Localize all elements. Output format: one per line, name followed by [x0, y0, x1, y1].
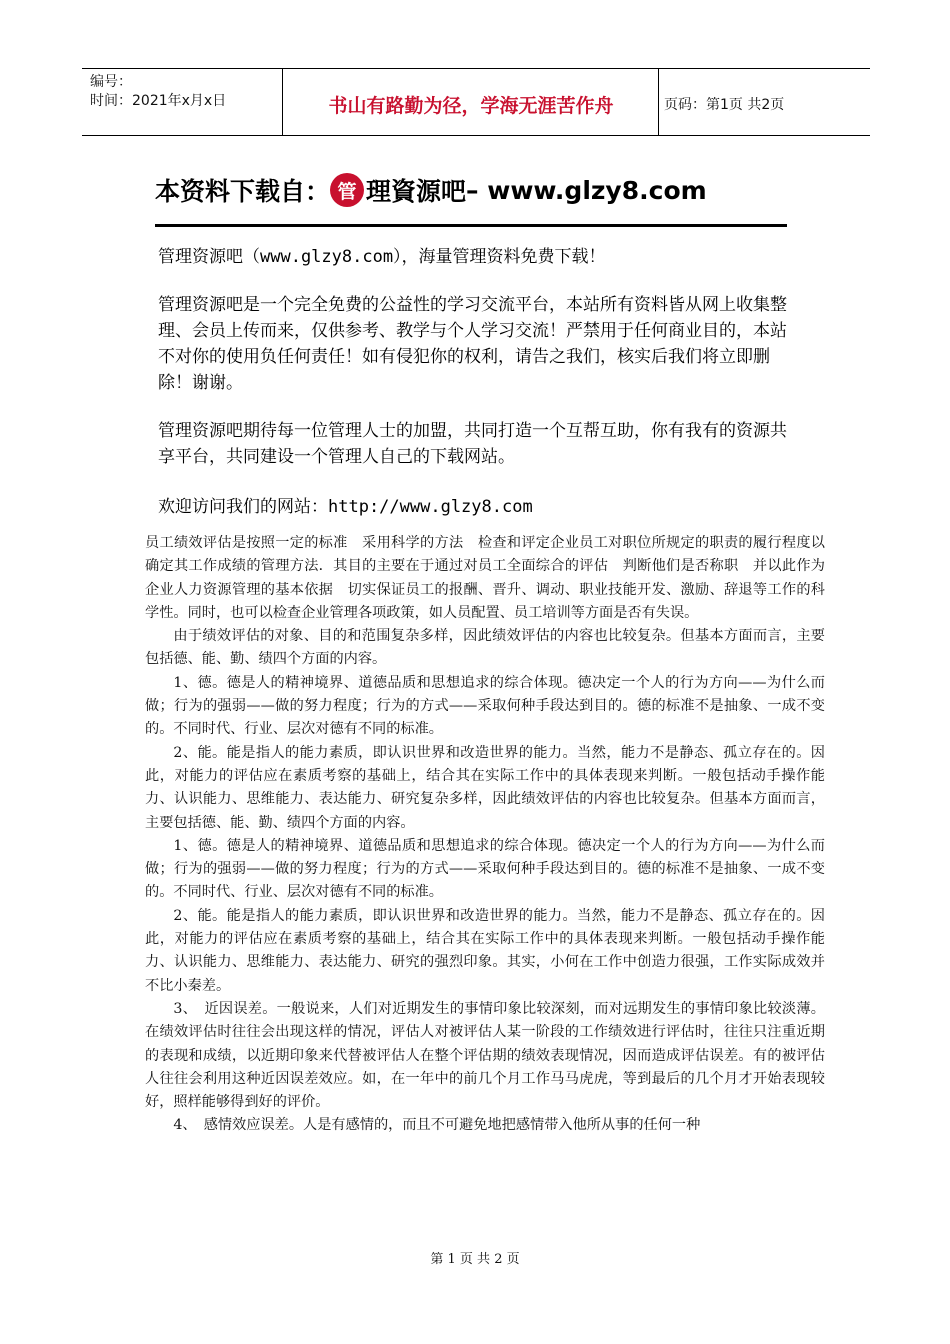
promo-text: 管理资源吧是一个完全免费的公益性的学习交流平台，本站所有资料皆从网上收集整理、会员上传而来，仅供参考、教学与个人学习交流！严禁用于任何商业目的，本站不对你的使用负任何责任！如有侵犯你的权利，请告之我们，核实后我们将立即删除！谢谢。 — [158, 295, 787, 393]
promo-text: 管理资源吧期待每一位管理人士的加盟，共同打造一个互帮互助，你有我有的资源共享平台，共同建设一个管理人自己的下载网站。 — [158, 421, 787, 467]
promo-paragraph-3 — [158, 418, 798, 470]
header-motto: 书山有路勤为径，学海无涯苦作舟 — [328, 95, 614, 117]
logo-icon: 管 — [330, 173, 364, 207]
body-paragraph: 由于绩效评估的对象、目的和范围复杂多样，因此绩效评估的内容也比较复杂。但基本方面而言，主要包括德、能、勤、绩四个方面的内容。 — [145, 628, 825, 668]
header-meta — [90, 73, 226, 111]
promo-text: 管理资源吧（www.glzy8.com），海量管理资料免费下载！ — [158, 247, 606, 267]
header-page-info: 页码：第1页 共2页 — [664, 97, 785, 113]
body-paragraph: 4、 感情效应误差。人是有感情的，而且不可避免地把感情带入他所从事的任何一种 — [173, 1117, 701, 1134]
header-divider — [282, 69, 283, 135]
banner-prefix: 本资料下载自： — [155, 177, 331, 206]
promo-paragraph-2 — [158, 292, 798, 396]
banner-brand: 理資源吧 — [366, 177, 467, 206]
body-paragraph: 2、能。能是指人的能力素质，即认识世界和改造世界的能力。当然，能力不是静态、孤立存在的。因此，对能力的评估应在素质考察的基础上，结合其在实际工作中的具体表现来判断。一般包括动手操作能力、认识能力、思维能力、表达能力、研究复杂多样，因此绩效评估的内容也比较复杂。但基本方面而言，主要包括德、能、勤、绩四个方面的内容。 — [145, 744, 825, 831]
body-paragraph: 员工绩效评估是按照一定的标准 采用科学的方法 检查和评定企业员工对职位所规定的职责的履行程度以确定其工作成绩的管理方法．其目的主要在于通过对员工全面综合的评估 判断他们是否称职 并以此作为企业人力资源管理的基本依据 切实保证员工的报酬、晋升、调动、职业技能开发、激励、辞退等工作的科学性。同时，也可以检查企业管理各项政策，如人员配置、员工培训等方面是否有失误。 — [145, 535, 825, 621]
promo-line-1 — [158, 244, 798, 270]
promo-website — [158, 494, 798, 520]
number-label: 编号： — [90, 74, 132, 90]
body-paragraph: 1、德。德是人的精神境界、道德品质和思想追求的综合体现。德决定一个人的行为方向——为什么而做；行为的强弱——做的努力程度；行为的方式——采取何种手段达到目的。德的标准不是抽象、一成不变的。不同时代、行业、层次对德有不同的标准。 — [145, 837, 825, 901]
download-banner — [155, 168, 707, 212]
time-label: 时间：2021年x月x日 — [90, 93, 227, 109]
page-footer: 第 1 页 共 2 页 — [430, 1252, 520, 1267]
document-body — [145, 532, 825, 1138]
body-paragraph: 3、 近因误差。一般说来，人们对近期发生的事情印象比较深刻，而对远期发生的事情印象比较淡薄。在绩效评估时往往会出现这样的情况，评估人对被评估人某一阶段的工作绩效进行评估时，往往只注重近期的表现和成绩，以近期印象来代替被评估人在整个评估期的绩效表现情况，因而造成评估误差。有的被评估人往往会利用这种近因误差效应。如，在一年中的前几个月工作马马虎虎，等到最后的几个月才开始表现较好，照样能够得到好的评价。 — [145, 1000, 825, 1111]
body-paragraph: 1、德。德是人的精神境界、道德品质和思想追求的综合体现。德决定一个人的行为方向——为什么而做；行为的强弱——做的努力程度；行为的方式——采取何种手段达到目的。德的标准不是抽象、一成不变的。不同时代、行业、层次对德有不同的标准。 — [145, 674, 825, 738]
page-header — [82, 68, 870, 136]
header-divider — [658, 69, 659, 135]
banner-rule — [155, 224, 787, 227]
body-paragraph: 2、能。能是指人的能力素质，即认识世界和改造世界的能力。当然，能力不是静态、孤立存在的。因此，对能力的评估应在素质考察的基础上，结合其在实际工作中的具体表现来判断。一般包括动手操作能力、认识能力、思维能力、表达能力、研究的强烈印象。其实，小何在工作中创造力很强，工作实际成效并不比小秦差。 — [145, 907, 825, 994]
promo-text[interactable]: 欢迎访问我们的网站：http://www.glzy8.com — [158, 497, 533, 517]
banner-url: – www.glzy8.com — [466, 175, 707, 205]
